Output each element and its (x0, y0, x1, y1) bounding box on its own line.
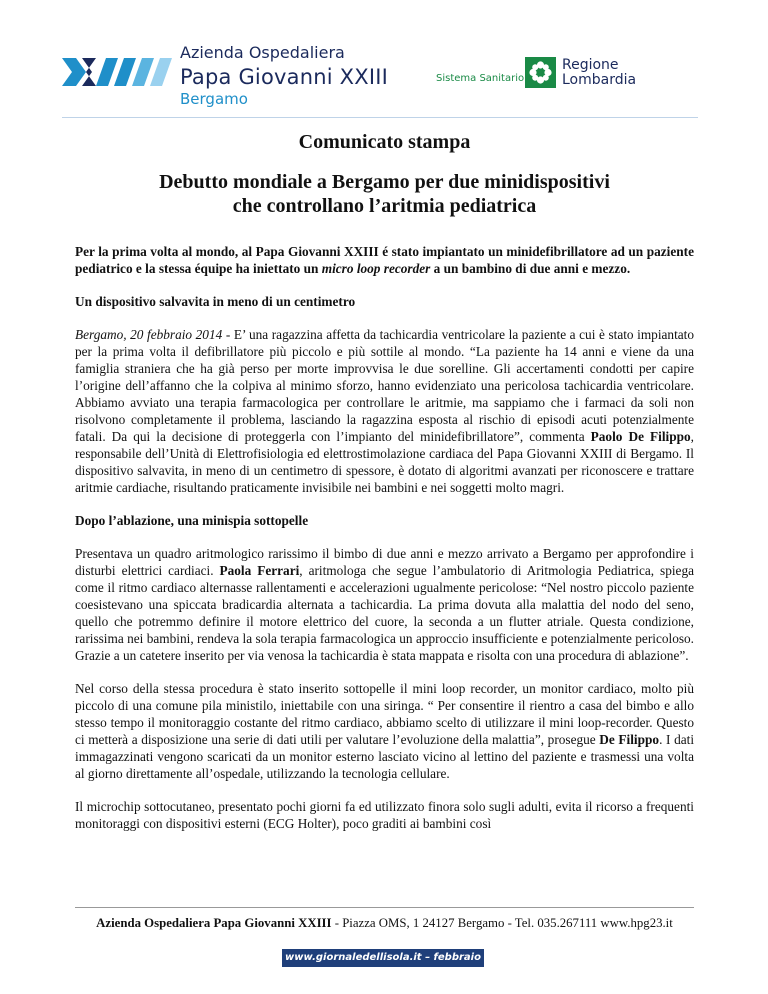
paragraph-1-text-a: - E’ una ragazzina affetta da tachicardia ventricolare la paziente a cui è stato impiantato per la prima volta il defibrillatore più piccolo e più sottile al mondo. “La paziente ha 14 anni e viene da una famiglia straniera che ha già perso per morte improvvisa le due sorelline. Gli accertamenti condotti per capire l’origine dell’affanno che la colpiva al minimo sforzo, hanno evidenziato una pericolosa tachicardia ventricolare. Abbiamo avviato una terapia farmacologica per controllare le aritmie, ma sappiamo che i farmaci da soli non risolvono completamente il problema, lasciando la ragazzina esposta al rischio di episodi acuti potenzialmente fatali. Da qui la decisione di proteggerla con l’impianto del minidefibrillatore”, commenta (75, 327, 695, 444)
footer-org-name: Azienda Ospedaliera Papa Giovanni XXIII (96, 916, 332, 930)
lead-paragraph (75, 243, 694, 277)
footer-address: - Piazza OMS, 1 24127 Bergamo - Tel. 035.267111 www.hpg23.it (331, 916, 673, 930)
footer-divider (75, 907, 694, 908)
paragraph-4: Il microchip sottocutaneo, presentato pochi giorni fa ed utilizzato finora solo sugli adulti, evita il ricorso a frequenti monitoraggi con dispositivi esterni (ECG Holter), poco graditi ai bambini così (75, 799, 694, 831)
document-title (75, 170, 694, 218)
section-heading-1: Un dispositivo salvavita in meno di un centimetro (75, 294, 356, 309)
section-heading-2: Dopo l’ablazione, una minispia sottopelle (75, 513, 309, 528)
person-name: Paolo De Filippo (590, 429, 691, 444)
press-release-body (75, 122, 694, 832)
hospital-logo-text (180, 45, 388, 107)
paragraph-2 (75, 545, 694, 664)
letterhead (0, 0, 768, 118)
lead-text-2: a un bambino di due anni e mezzo. (430, 261, 631, 276)
document-type-label: Comunicato stampa (298, 131, 471, 153)
paragraph-1 (75, 326, 694, 496)
paragraph-2-text-b: , aritmologa che segue l’ambulatorio di Aritmologia Pediatrica, spiega come il ritmo cardiaco alternasse rallentamenti e accelerazioni ugualmente pericolose: “Nel nostro piccolo paziente coesistevano una spiccata bradicardia alternata a tachicardia. La prima dovuta alla malattia del nodo del seno, quello che potremmo definire il motore elettrico del cuore, la seconda a un flutter atriale. Questa condizione, rarissima nei bambini, rendeva la sola terapia farmacologica un approccio insufficiente e potenzialmente pericoloso. Grazie a un catetere inserito per via venosa la tachicardia è stata mappata e risolta con una procedura di ablazione”. (75, 563, 695, 663)
paragraph-3 (75, 680, 694, 782)
org-line-2: Papa Giovanni XXIII (180, 65, 388, 89)
paragraph-3-text-a: Nel corso della stessa procedura è stato inserito sottopelle il mini loop recorder, un monitor cardiaco, molto più piccolo di una comune pila ministilo, iniettabile con una siringa. “ Per consentire il rientro a casa del bimbo e allo stesso tempo il monitoraggio costante del ritmo cardiaco, abbiamo scelto di utilizzare il mini loop-recorder. Questo ci metterà a disposizione una serie di dati utili per valutare l’evoluzione della malattia”, prosegue (75, 681, 694, 747)
xxiii-logo-icon (62, 54, 174, 90)
title-line-1: Debutto mondiale a Bergamo per due minidispositivi (159, 171, 610, 193)
paragraph-2-text-a: Presentava un quadro aritmologico rarissimo il bimbo di due anni e mezzo arrivato a Bergamo per approfondire i disturbi elettrici cardiaci. (75, 546, 694, 578)
regione-lombardia-label (562, 58, 636, 88)
region-line-2: Lombardia (562, 72, 637, 88)
org-line-3: Bergamo (180, 90, 248, 108)
dateline: Bergamo, 20 febbraio 2014 (75, 327, 223, 342)
org-line-1: Azienda Ospedaliera (180, 43, 345, 62)
lead-italic-term: micro loop recorder (321, 261, 431, 276)
lombardia-rose-icon (525, 57, 556, 88)
paragraph-1-text-b: , responsabile dell’Unità di Elettrofisiologia ed elettrostimolazione cardiaca del Papa Giovanni XXIII di Bergamo. Il dispositivo salvavita, in meno di un centimetro di spessore, è dotato di algoritmi avanzati per riconoscere e trattare aritmie cardiache, risultando praticamente invisibile nei bambini e nei soggetti molto magri. (75, 429, 694, 495)
source-watermark: www.giornaledellisola.it – febbraio 2014 (282, 949, 484, 967)
footer-contact (75, 915, 694, 932)
sistema-sanitario-label: Sistema Sanitario (436, 73, 525, 84)
person-name: De Filippo (599, 732, 660, 747)
person-name: Paola Ferrari (219, 563, 300, 578)
paragraph-3-text-b: . I dati immagazzinati vengono scaricati da un monitor esterno lasciato vicino al lettino del paziente e trasmessi una volta al giorno direttamente all’ospedale, utilizzando la tecnologia cellulare. (75, 732, 695, 781)
region-line-1: Regione (562, 57, 619, 73)
header-divider (62, 117, 698, 118)
title-line-2: che controllano l’aritmia pediatrica (232, 195, 537, 217)
lead-text-1: Per la prima volta al mondo, al Papa Giovanni XXIII é stato impiantato un minidefibrillatore ad un paziente pediatrico e la stessa équipe ha iniettato un (75, 244, 694, 276)
